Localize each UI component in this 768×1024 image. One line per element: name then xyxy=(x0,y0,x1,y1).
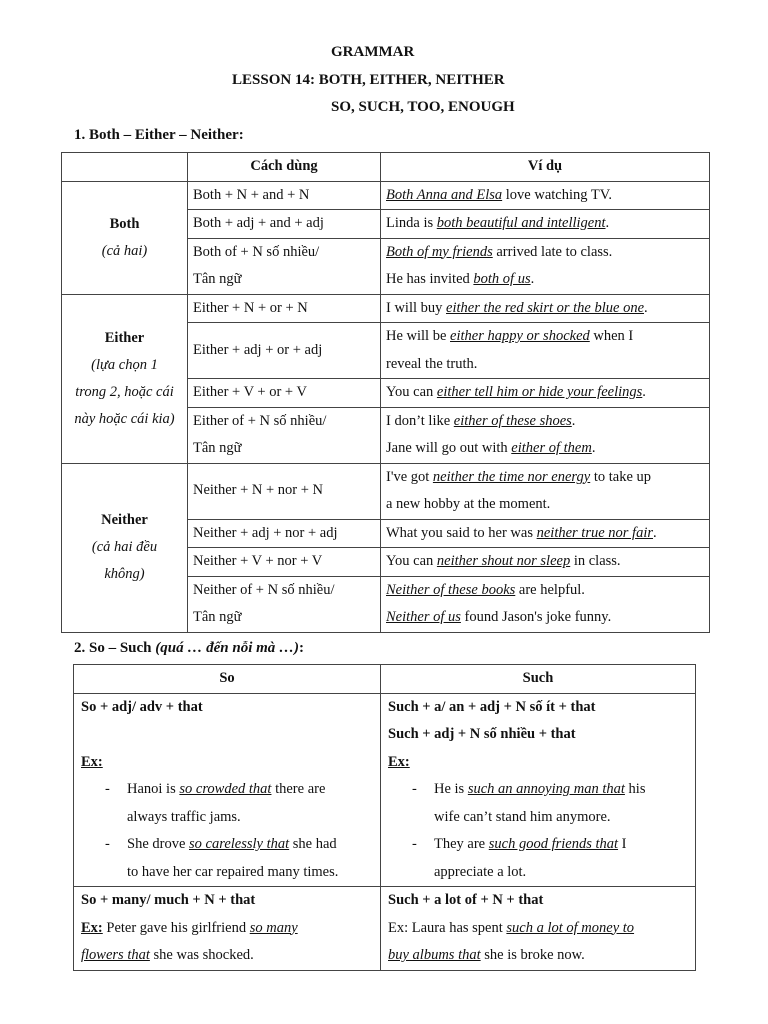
usage-line: Tân ngữ xyxy=(193,271,242,287)
example-text: Linda is xyxy=(386,215,437,231)
category-name: Neither xyxy=(101,512,148,528)
example-text: when I xyxy=(589,328,634,344)
example-text: Hanoi is xyxy=(127,781,180,797)
example-cell xyxy=(381,519,710,548)
example-line xyxy=(388,942,688,970)
example-text: They are xyxy=(434,836,489,852)
example-text: Peter gave his girlfriend xyxy=(102,919,250,936)
example-text: his xyxy=(624,781,646,797)
category-neither xyxy=(62,463,188,632)
example-cell xyxy=(381,210,710,239)
category-translation: này hoặc cái kia) xyxy=(74,410,175,427)
so-cell xyxy=(74,693,381,887)
example-text: there are xyxy=(271,781,326,797)
example-text: You can xyxy=(386,384,437,400)
example-highlight: neither shout nor sleep xyxy=(436,553,571,569)
example-text: . xyxy=(644,299,648,316)
category-name: Both xyxy=(109,215,140,232)
example-text: He is xyxy=(434,781,468,797)
example-highlight: such a lot of money to xyxy=(506,919,635,936)
table-row xyxy=(62,294,710,323)
example-line xyxy=(386,577,704,605)
example-cell xyxy=(381,181,710,210)
section-2-title-translation: (quá … đến nỗi mà …) xyxy=(155,640,300,656)
example-text: He will be xyxy=(386,328,451,344)
example-text: I don’t like xyxy=(386,412,454,429)
example-highlight: Both Anna and Elsa xyxy=(386,186,503,203)
category-translation: (lựa chọn 1 xyxy=(91,356,158,373)
example-highlight: both of us xyxy=(473,271,531,287)
example-highlight: Neither of us xyxy=(386,609,461,625)
example-line: reveal the truth. xyxy=(386,355,478,372)
example-cell xyxy=(381,576,710,632)
ex-label: Ex: xyxy=(81,919,103,936)
such-rule: Such + a lot of + N + that xyxy=(388,892,544,908)
header-usage: Cách dùng xyxy=(188,153,381,182)
table-row xyxy=(62,181,710,210)
example-highlight: either of them xyxy=(511,440,592,456)
example-line xyxy=(386,239,704,267)
example-text: I've got xyxy=(386,468,433,485)
example-highlight: either happy or shocked xyxy=(450,328,590,344)
example-text: . xyxy=(530,271,535,287)
list-item xyxy=(388,831,688,886)
example-text: He has invited xyxy=(386,271,474,287)
usage-cell: Neither + N + nor + N xyxy=(188,463,381,519)
example-text: love watching TV. xyxy=(502,186,612,203)
example-text: to have her car repaired many times. xyxy=(127,863,339,880)
so-rule: So + many/ much + N + that xyxy=(81,892,256,908)
category-translation: (cả hai đều xyxy=(91,539,158,555)
example-line xyxy=(386,266,704,294)
example-line xyxy=(386,323,704,351)
usage-cell: Either + V + or + V xyxy=(188,379,381,408)
example-highlight: neither the time nor energy xyxy=(432,468,591,485)
example-text: You can xyxy=(386,553,437,569)
section-2-title xyxy=(74,640,304,657)
table-row xyxy=(62,463,710,519)
example-cell xyxy=(381,463,710,519)
example-cell xyxy=(381,238,710,294)
section-2-title-text: 2. So – Such xyxy=(74,640,156,656)
example-line xyxy=(386,604,704,632)
example-highlight: flowers that xyxy=(81,947,150,963)
category-either xyxy=(62,294,188,463)
example-text: arrived late to class. xyxy=(492,243,613,260)
example-text: to take up xyxy=(590,468,652,485)
example-text: found Jason's joke funny. xyxy=(460,609,612,625)
table-header-row xyxy=(74,665,696,694)
lesson-title: LESSON 14: BOTH, EITHER, NEITHER xyxy=(232,72,505,88)
example-cell xyxy=(381,548,710,577)
header-so: So xyxy=(74,665,381,694)
example-highlight: buy albums that xyxy=(388,947,481,963)
example-text: she was shocked. xyxy=(149,947,254,963)
example-highlight: neither true nor fair xyxy=(536,524,654,541)
both-either-neither-table xyxy=(61,152,710,633)
so-examples-list xyxy=(81,776,373,886)
table-header-row xyxy=(62,153,710,182)
category-translation: trong 2, hoặc cái xyxy=(75,383,174,400)
usage-line: Tân ngữ xyxy=(193,609,242,625)
example-highlight: either of these shoes xyxy=(453,412,572,429)
lesson-subtitle: SO, SUCH, TOO, ENOUGH xyxy=(331,99,515,115)
section-2-title-colon: : xyxy=(299,640,305,656)
example-text: wife can’t stand him anymore. xyxy=(434,808,611,825)
example-text: Jane will go out with xyxy=(386,440,512,456)
category-translation: (cả hai) xyxy=(101,242,148,259)
usage-line: Both of + N số nhiều/ xyxy=(193,243,320,260)
example-text: She drove xyxy=(127,836,190,852)
example-text: . xyxy=(571,412,576,429)
example-line: a new hobby at the moment. xyxy=(386,496,551,512)
usage-line: Neither of + N số nhiều/ xyxy=(193,581,335,598)
example-text: . xyxy=(642,384,646,400)
example-line xyxy=(81,942,373,970)
table-row xyxy=(74,887,696,971)
example-highlight: both beautiful and intelligent xyxy=(436,215,606,231)
usage-cell xyxy=(188,407,381,463)
example-text: she is broke now. xyxy=(480,947,585,963)
example-text: she had xyxy=(289,836,337,852)
usage-cell: Both + adj + and + adj xyxy=(188,210,381,239)
example-cell xyxy=(381,323,710,379)
example-highlight: such good friends that xyxy=(488,836,619,852)
example-text: in class. xyxy=(570,553,621,569)
example-highlight: so crowded that xyxy=(179,781,272,797)
category-translation: không) xyxy=(104,566,145,582)
such-cell xyxy=(381,887,696,971)
usage-cell: Either + adj + or + adj xyxy=(188,323,381,379)
example-line xyxy=(386,464,704,492)
list-item xyxy=(81,776,373,831)
example-text: are helpful. xyxy=(515,581,585,598)
example-text: Ex: Laura has spent xyxy=(388,919,507,936)
example-text: . xyxy=(653,524,657,541)
so-rule: So + adj/ adv + that xyxy=(81,698,203,715)
such-rule-singular: Such + a/ an + adj + N số ít + that xyxy=(388,698,596,715)
example-highlight: such an annoying man that xyxy=(467,781,625,797)
example-line xyxy=(386,435,704,463)
usage-cell: Neither + V + nor + V xyxy=(188,548,381,577)
example-highlight: Neither of these books xyxy=(386,581,516,598)
example-highlight: so carelessly that xyxy=(189,836,290,852)
example-cell xyxy=(381,379,710,408)
example-line xyxy=(81,915,373,943)
example-text: What you said to her was xyxy=(386,524,537,541)
list-item xyxy=(81,831,373,886)
example-cell xyxy=(381,407,710,463)
example-highlight: Both of my friends xyxy=(386,243,493,260)
example-text: always traffic jams. xyxy=(127,808,241,825)
usage-line: Either of + N số nhiều/ xyxy=(193,412,327,429)
example-text: . xyxy=(591,440,596,456)
example-line xyxy=(388,915,688,943)
category-name: Either xyxy=(104,329,145,346)
section-1-title: 1. Both – Either – Neither: xyxy=(74,127,244,143)
such-examples-list xyxy=(388,776,688,886)
such-cell xyxy=(381,693,696,887)
ex-label: Ex: xyxy=(81,753,103,770)
usage-cell: Neither + adj + nor + adj xyxy=(188,519,381,548)
usage-cell: Either + N + or + N xyxy=(188,294,381,323)
empty-header-cell xyxy=(62,153,188,182)
example-text: . xyxy=(605,215,610,231)
table-row xyxy=(74,693,696,887)
example-text: I xyxy=(618,836,627,852)
example-text: I will buy xyxy=(386,299,447,316)
usage-cell xyxy=(188,238,381,294)
example-cell xyxy=(381,294,710,323)
ex-label: Ex: xyxy=(388,753,410,770)
usage-cell: Both + N + and + N xyxy=(188,181,381,210)
header-example: Ví dụ xyxy=(381,153,710,182)
so-such-table xyxy=(73,664,696,971)
example-highlight: either the red skirt or the blue one xyxy=(446,299,645,316)
page-heading-grammar: GRAMMAR xyxy=(331,44,415,60)
list-item xyxy=(388,776,688,831)
such-rule-plural: Such + adj + N số nhiều + that xyxy=(388,726,576,742)
example-highlight: so many xyxy=(249,919,298,936)
blank-line xyxy=(81,721,373,749)
example-text: appreciate a lot. xyxy=(434,863,527,880)
category-both xyxy=(62,181,188,294)
header-such: Such xyxy=(381,665,696,694)
example-line xyxy=(386,408,704,436)
usage-cell xyxy=(188,576,381,632)
so-cell xyxy=(74,887,381,971)
example-highlight: either tell him or hide your feelings xyxy=(436,384,643,400)
usage-line: Tân ngữ xyxy=(193,440,242,456)
